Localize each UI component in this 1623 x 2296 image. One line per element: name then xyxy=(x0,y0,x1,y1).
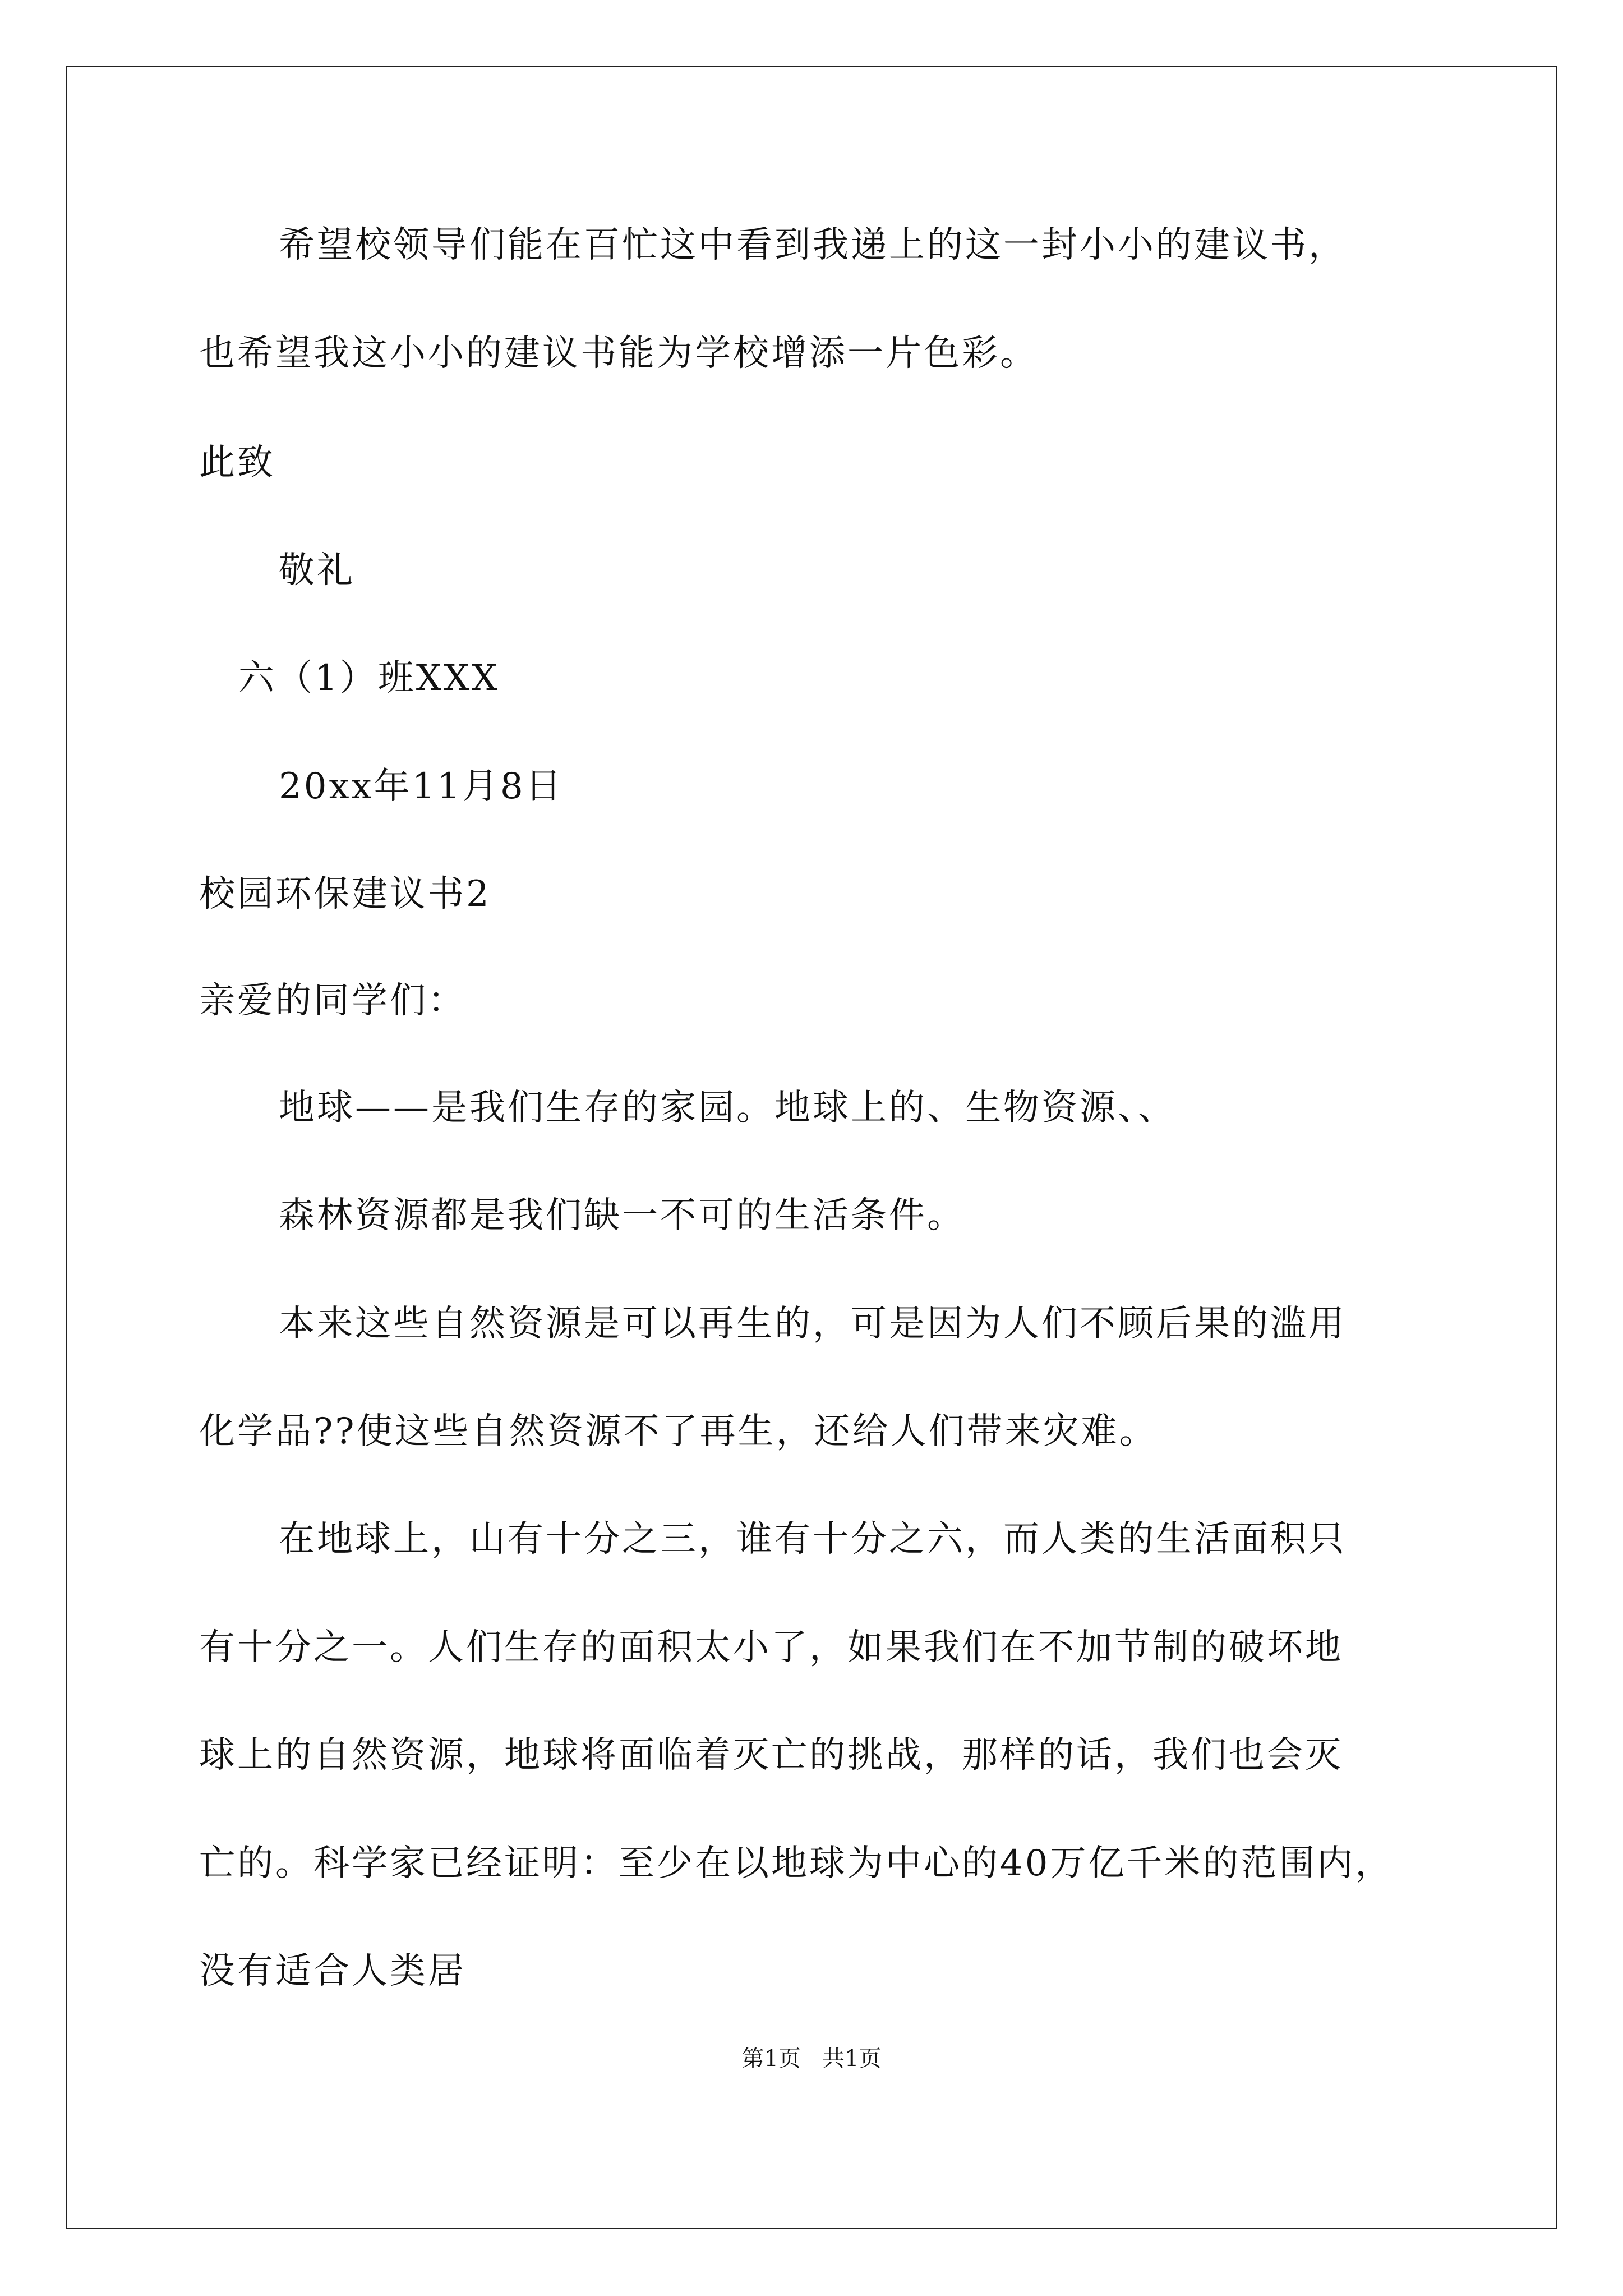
page-border xyxy=(66,66,1557,2229)
signature-date: 20xx年11月8日 xyxy=(279,766,564,807)
text-line-9: 地球——是我们生存的家园。地球上的、生物资源、、 xyxy=(279,1087,1176,1129)
text-line-11: 本来这些自然资源是可以再生的，可是因为人们不顾后果的滥用 xyxy=(279,1303,1347,1345)
text-line-10: 森林资源都是我们缺一不可的生活条件。 xyxy=(279,1195,965,1236)
text-line-1: 希望校领导们能在百忙这中看到我递上的这一封小小的建议书， xyxy=(279,224,1347,266)
text-line-14: 有十分之一。人们生存的面积太小了，如果我们在不加节制的破坏地 xyxy=(199,1627,1343,1668)
text-line-15: 球上的自然资源，地球将面临着灭亡的挑战，那样的话，我们也会灭 xyxy=(199,1734,1343,1776)
section-title: 校园环保建议书2 xyxy=(199,873,491,915)
closing-salutation: 此致 xyxy=(199,442,275,484)
text-line-17: 没有适合人类居 xyxy=(199,1950,466,1992)
text-line-13: 在地球上，山有十分之三，谁有十分之六，而人类的生活面积只 xyxy=(279,1519,1347,1560)
closing-regards: 敬礼 xyxy=(279,550,355,591)
greeting: 亲爱的同学们： xyxy=(199,980,466,1022)
signature-class: 六（1）班XXX xyxy=(238,657,500,699)
text-line-16: 亡的。科学家已经证明：至少在以地球为中心的40万亿千米的范围内， xyxy=(199,1843,1394,1884)
text-line-2: 也希望我这小小的建议书能为学校增添一片色彩。 xyxy=(199,333,1038,374)
page-footer: 第1页 共1页 xyxy=(741,2046,882,2072)
text-line-12: 化学品??使这些自然资源不了再生，还给人们带来灾难。 xyxy=(199,1411,1158,1452)
